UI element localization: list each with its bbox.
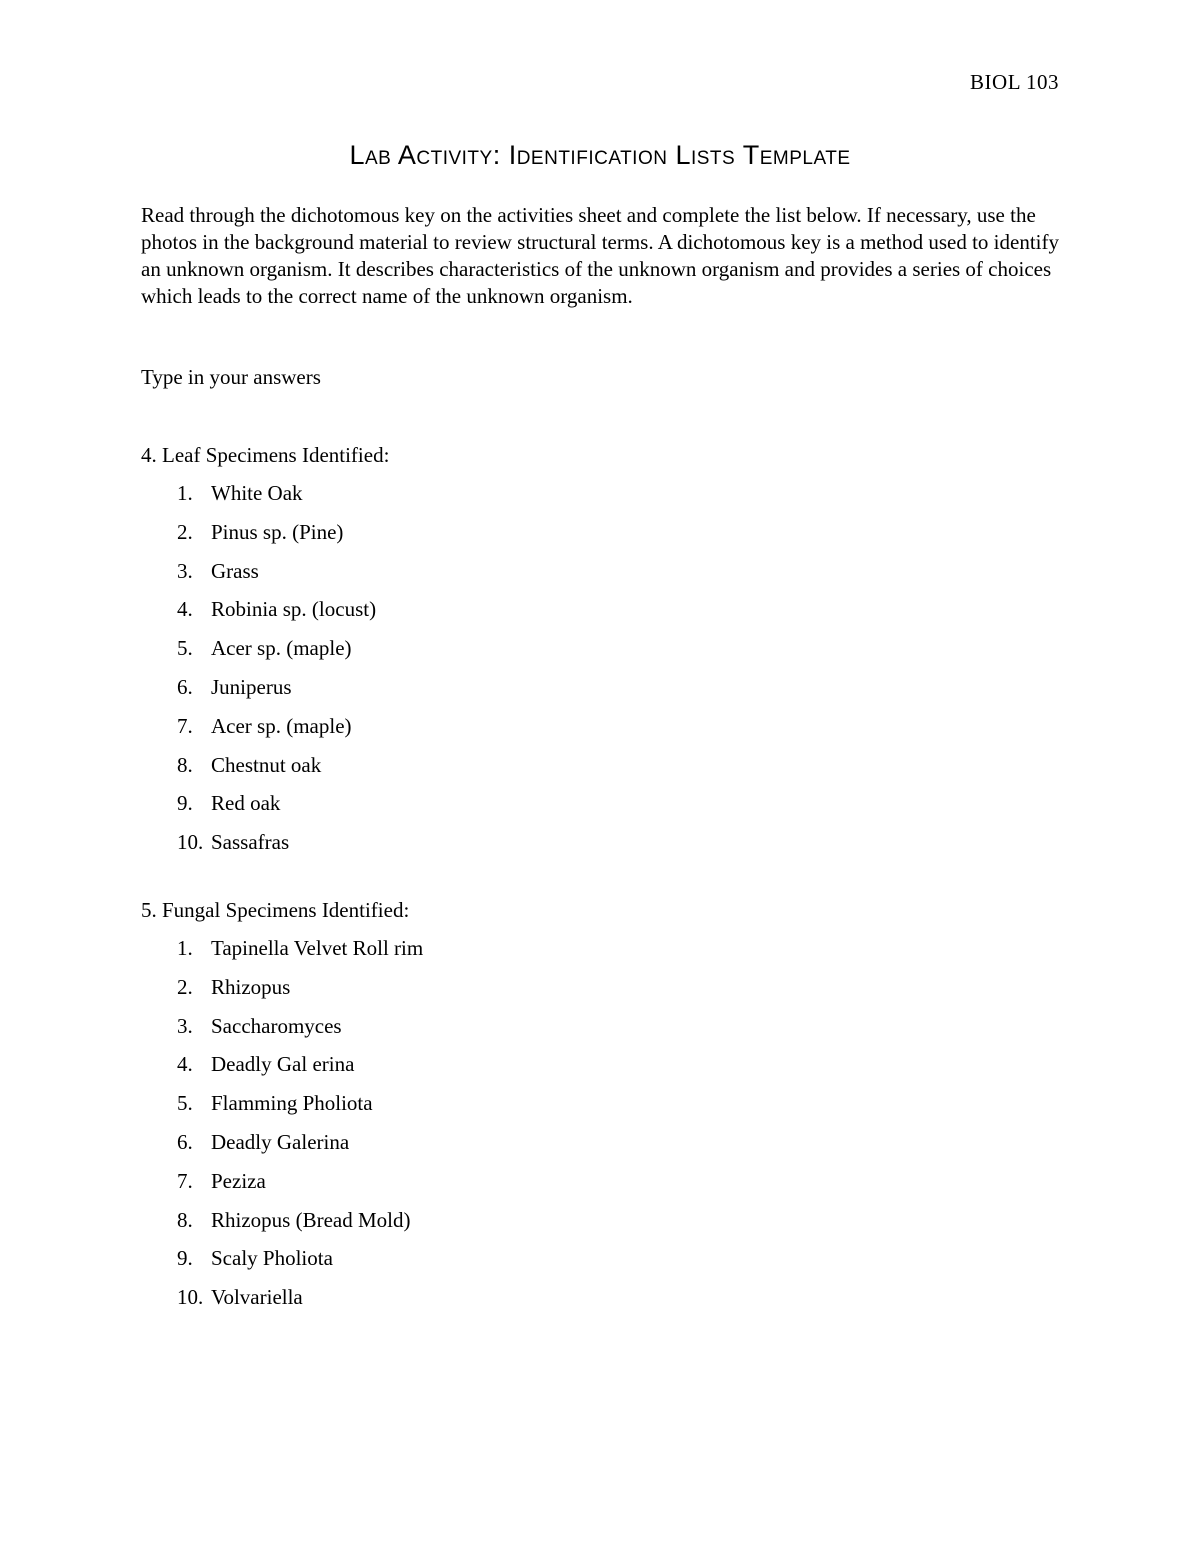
leaf-answer[interactable]: Pinus sp. (Pine): [211, 519, 344, 544]
list-item: [141, 558, 389, 597]
item-number: 3.: [177, 1013, 193, 1038]
list-item: [141, 635, 389, 674]
item-number: 5.: [177, 636, 193, 661]
list-item: [141, 935, 423, 974]
list-item: [141, 1129, 423, 1168]
fungal-answer[interactable]: Flamming Pholiota: [211, 1091, 373, 1116]
fungal-specimen-list: [141, 935, 423, 1323]
list-item: [141, 1245, 423, 1284]
fungal-answer[interactable]: Deadly Gal erina: [211, 1052, 355, 1077]
leaf-answer[interactable]: Acer sp. (maple): [211, 713, 352, 738]
list-item: [141, 1013, 423, 1052]
item-number: 6.: [177, 1129, 193, 1154]
item-number: 7.: [177, 1168, 193, 1193]
fungal-specimens-section: [141, 897, 423, 1323]
leaf-answer[interactable]: Robinia sp. (locust): [211, 597, 377, 622]
fungal-answer[interactable]: Rhizopus: [211, 974, 291, 999]
item-number: 2.: [177, 974, 193, 999]
fungal-answer[interactable]: Rhizopus (Bread Mold): [211, 1207, 411, 1232]
list-item: [141, 974, 423, 1013]
item-number: 8.: [177, 752, 193, 777]
list-item: [141, 1168, 423, 1207]
page-title: Lab Activity: Identification Lists Template: [349, 140, 851, 170]
list-item: [141, 1284, 423, 1323]
leaf-answer[interactable]: Sassafras: [211, 830, 290, 855]
list-item: [141, 790, 389, 829]
list-item: [141, 1051, 423, 1090]
list-item: [141, 674, 389, 713]
fungal-answer[interactable]: Tapinella Velvet Roll rim: [211, 936, 424, 960]
leaf-specimens-section: [141, 442, 389, 868]
leaf-answer[interactable]: Acer sp. (maple): [211, 636, 352, 661]
item-number: 10.: [177, 830, 204, 855]
item-number: 6.: [177, 674, 193, 699]
item-number: 9.: [177, 791, 193, 816]
fungal-answer[interactable]: Volvariella: [211, 1285, 303, 1310]
list-item: [141, 480, 389, 519]
item-number: 4.: [177, 1052, 193, 1077]
leaf-answer[interactable]: Red oak: [211, 791, 281, 816]
fungal-answer[interactable]: Scaly Pholiota: [211, 1246, 333, 1271]
leaf-answer[interactable]: White Oak: [211, 481, 303, 505]
fungal-section-heading: 5. Fungal Specimens Identified:: [141, 898, 410, 922]
item-number: 1.: [177, 936, 193, 960]
fungal-answer[interactable]: Saccharomyces: [211, 1013, 342, 1038]
list-item: [141, 829, 389, 868]
leaf-answer[interactable]: Chestnut oak: [211, 752, 322, 777]
list-item: [141, 1207, 423, 1246]
list-item: [141, 713, 389, 752]
item-number: 4.: [177, 597, 193, 622]
list-item: [141, 1090, 423, 1129]
list-item: [141, 752, 389, 791]
fungal-answer[interactable]: Peziza: [211, 1168, 266, 1193]
list-item: [141, 596, 389, 635]
course-code: BIOL 103: [970, 70, 1059, 94]
fungal-answer[interactable]: Deadly Galerina: [211, 1129, 350, 1154]
leaf-answer[interactable]: Juniperus: [211, 674, 292, 699]
item-number: 7.: [177, 713, 193, 738]
intro-paragraph: Read through the dichotomous key on the activities sheet and complete the list below. If necessary, use the photos in the background material to review structural terms. A dichotomous key is a method used to identify an unknown organism. It describes characteristics of the unknown organism and provides a series of choices which leads to the correct name of the unknown organism.: [141, 203, 1059, 308]
list-item: [141, 519, 389, 558]
item-number: 9.: [177, 1246, 193, 1271]
item-number: 8.: [177, 1207, 193, 1232]
item-number: 2.: [177, 519, 193, 544]
leaf-specimen-list: [141, 480, 389, 868]
item-number: 3.: [177, 558, 193, 583]
leaf-section-heading: 4. Leaf Specimens Identified:: [141, 443, 390, 467]
instruction-text: Type in your answers: [141, 365, 321, 389]
item-number: 5.: [177, 1091, 193, 1116]
item-number: 10.: [177, 1285, 204, 1310]
leaf-answer[interactable]: Grass: [211, 558, 259, 583]
item-number: 1.: [177, 481, 193, 505]
